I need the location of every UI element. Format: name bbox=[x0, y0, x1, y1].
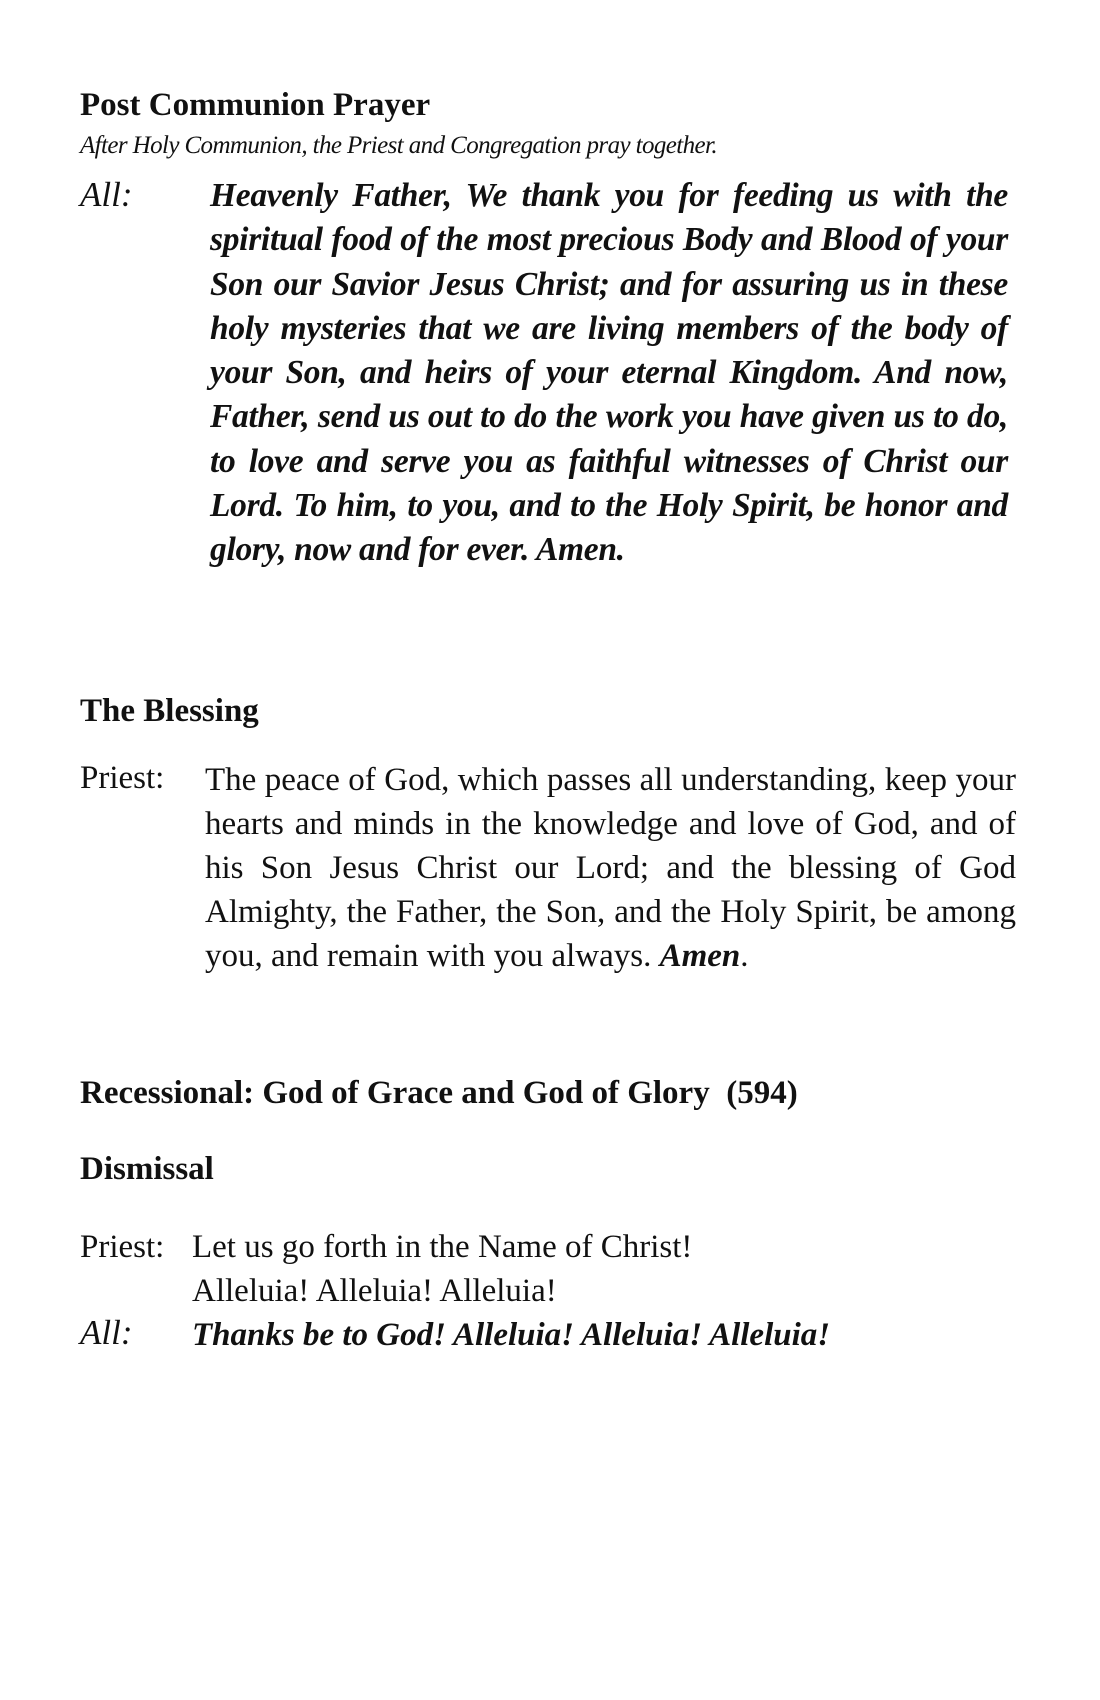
post-communion-prayer-text: Heavenly Father, We thank you for feeding us with the spiritual food of the most precious Body and Blood of your Son our Savior Jesus Christ; and for assuring us in these holy mysteries that we are living members of the body of your Son, and heirs of your eternal Kingdom. And now, Father, send us out to do the work you have given us to do, to love and serve you as faithful witnesses of Christ our Lord. To him, to you, and to the Holy Spirit, be honor and glory, now and for ever. Amen. bbox=[210, 177, 1008, 569]
dismissal-priest-label: Priest: bbox=[80, 1229, 165, 1265]
blessing-heading: The Blessing bbox=[80, 693, 259, 729]
blessing-text-block bbox=[205, 758, 1016, 978]
post-communion-rubric: After Holy Communion, the Priest and Congregation pray together. bbox=[80, 132, 718, 159]
blessing-amen-suffix: . bbox=[740, 938, 749, 974]
dismissal-priest-line-2: Alleluia! Alleluia! Alleluia! bbox=[192, 1273, 557, 1309]
blessing-amen: Amen bbox=[659, 938, 741, 974]
blessing-text: The peace of God, which passes all understanding, keep your hearts and minds in the knowledge and love of God, and of his Son Jesus Christ our Lord; and the blessing of God Almighty, the Father, the Son, and the Holy Spirit, be among you, and remain with you always. bbox=[205, 762, 1016, 974]
dismissal-all-label: All: bbox=[80, 1313, 133, 1352]
dismissal-all-response: Thanks be to God! Alleluia! Alleluia! Alleluia! bbox=[192, 1317, 831, 1353]
blessing-priest-label: Priest: bbox=[80, 760, 165, 796]
dismissal-priest-line-1: Let us go forth in the Name of Christ! bbox=[192, 1229, 693, 1265]
recessional-heading: Recessional: God of Grace and God of Glory (594) bbox=[80, 1075, 798, 1111]
post-communion-heading: Post Communion Prayer bbox=[80, 87, 431, 123]
all-speaker-label: All: bbox=[80, 175, 133, 214]
dismissal-heading: Dismissal bbox=[80, 1151, 214, 1187]
